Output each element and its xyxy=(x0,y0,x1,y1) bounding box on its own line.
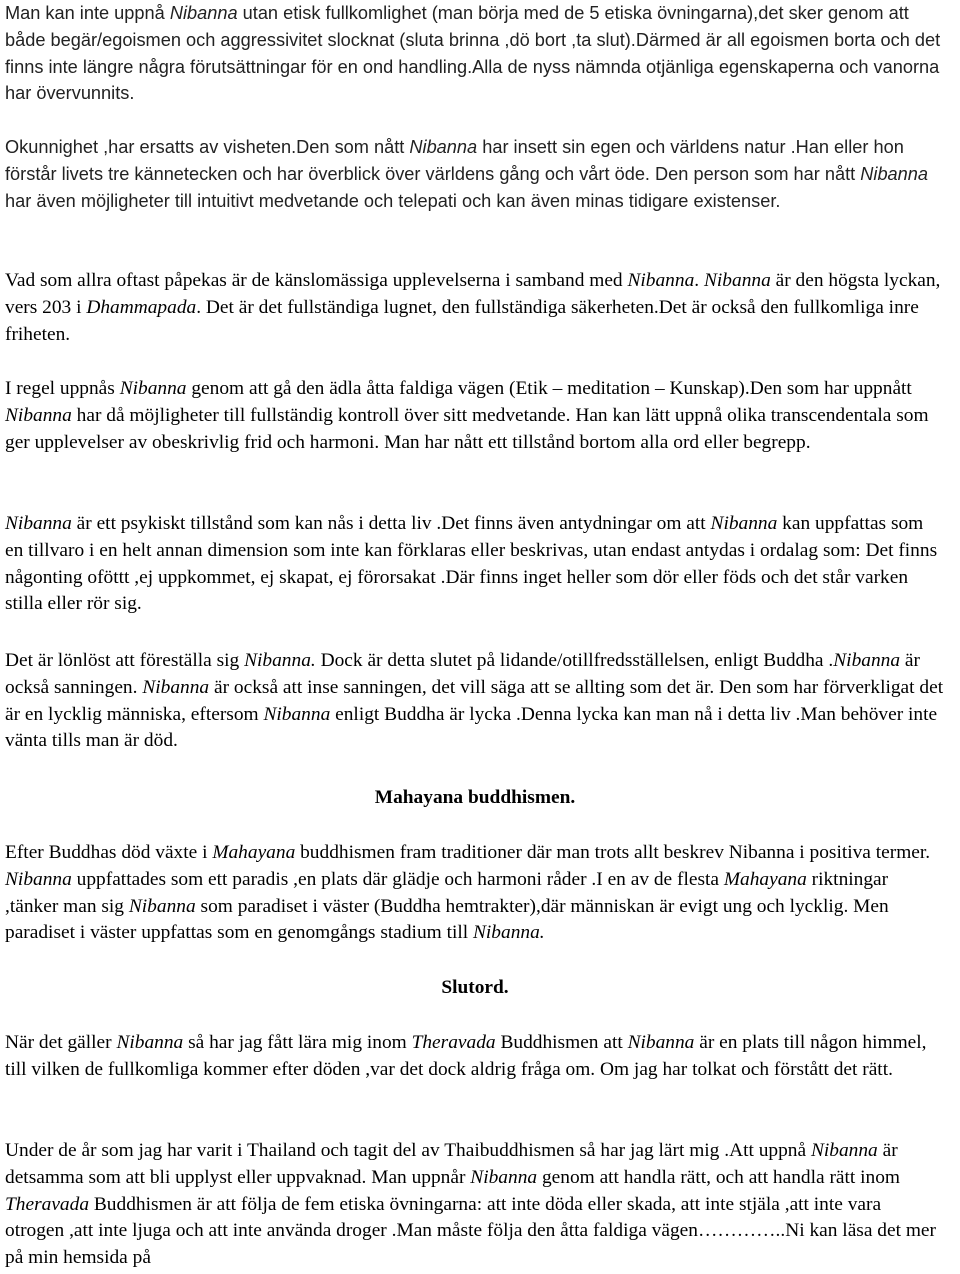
text-run: kan uppfattas som en tillvaro i en helt annan dimension som inte kan förklaras eller beskrivas, utan endast antydas i ordalag som: Det finns någonting oföttt ,ej uppkommet, ej skapat, ej förorsakat .Där finns inget heller som dör eller föds och det står varken stilla eller rör sig. xyxy=(5,513,938,615)
bold-text: Slutord. xyxy=(441,977,509,998)
text-run: är ett psykiskt tillstånd som kan nås i detta liv .Det finns även antydningar om att xyxy=(71,513,711,534)
emphasis-text: Nibanna xyxy=(860,163,929,184)
emphasis-text: Theravada xyxy=(5,1193,90,1215)
text-run: Man kan inte uppnå xyxy=(5,3,170,23)
emphasis-text: Nibanna xyxy=(119,378,187,399)
emphasis-text: Dhammapada xyxy=(86,296,197,318)
emphasis-text: Mahayana xyxy=(374,787,464,808)
text-run: Buddhismen att xyxy=(495,1032,628,1053)
text-run: som paradiset i väster (Buddha hemtrakter),där människan är evigt ung och lycklig. Men paradiset i väster uppfattas som en genomgångs stadium till xyxy=(5,895,889,944)
paragraph-futile-imagining xyxy=(5,648,945,755)
text-run: Det är lönlöst att föreställa sig xyxy=(5,650,245,671)
text-run: Dock är detta slutet på lidande/otillfredsställelsen, enligt Buddha . xyxy=(315,650,834,671)
paragraph-nibanna-ethics xyxy=(5,0,945,107)
text-run: Okunnighet ,har ersatts av visheten.Den som nått xyxy=(5,137,410,157)
emphasis-text: Mahayana xyxy=(723,868,807,890)
text-run: riktningar ,tänker man sig xyxy=(5,868,889,917)
emphasis-text: Nibanna xyxy=(470,1166,538,1188)
text-run: buddhismen fram traditioner där man trots allt beskrev Nibanna i positiva termer. xyxy=(295,842,931,863)
text-run: Buddhismen är att följa de fem etiska övningarna: att inte döda eller skada, att inte stjäla ,att inte vara otrogen ,att inte ljuga och att inte använda droger .Man måste följa den åtta faldiga vägen…………..Ni kan läsa det mer på min hemsida på xyxy=(5,1193,936,1269)
paragraph-eightfold-path xyxy=(5,376,945,456)
text-run: är den högsta lyckan, vers 203 i xyxy=(5,270,941,318)
text-run: så har jag fått lära mig inom xyxy=(183,1032,412,1053)
emphasis-text: Nibanna xyxy=(263,703,331,725)
emphasis-text: Theravada xyxy=(411,1032,496,1053)
text-run: har då möjligheter till fullständig kontroll över sitt medvetande. Han kan lätt uppnå olika transcendentala som ger upplevelser av obeskrivlig frid och harmoni. Man har nått ett tillstånd bortom alla ord eller begrepp. xyxy=(5,404,929,453)
text-run: . Det är det fullständiga lugnet, den fullständiga säkerheten.Det är också den fullkomliga inre friheten. xyxy=(5,296,919,345)
emphasis-text: Nibanna xyxy=(169,3,238,23)
emphasis-text: Nibanna xyxy=(5,513,72,534)
bold-text: buddhismen. xyxy=(463,787,576,808)
paragraph-theravada xyxy=(5,1030,945,1084)
text-run: genom att gå den ädla åtta faldiga vägen (Etik – meditation – Kunskap).Den som har uppnått xyxy=(186,378,912,399)
text-run: I regel uppnås xyxy=(5,378,120,399)
heading-slutord xyxy=(5,975,945,1002)
emphasis-text: Nibanna xyxy=(116,1032,184,1053)
text-run: är också att inse sanningen, det vill säga att se allting som det är. Den som har förverkligat det är en lycklig människa, eftersom xyxy=(5,676,944,725)
text-run: . xyxy=(694,270,704,291)
emphasis-text: Nibanna xyxy=(627,270,695,291)
paragraph-thailand xyxy=(5,1138,945,1272)
emphasis-text: Nibanna xyxy=(5,868,72,890)
emphasis-text: Nibanna xyxy=(810,1140,878,1161)
paragraph-mahayana xyxy=(5,840,945,947)
emphasis-text: Nibanna. xyxy=(472,922,545,944)
paragraph-wisdom xyxy=(5,134,945,214)
emphasis-text: Nibanna xyxy=(703,270,771,291)
text-run: har även möjligheter till intuitivt medvetande och telepati och kan även minas tidigare existenser. xyxy=(5,190,781,211)
text-run: har insett sin egen och världens natur .Han eller hon förstår livets tre kännetecken och har överblick över världens gång och vårt öde. Den person som har nått xyxy=(5,137,904,184)
emphasis-text: Nibanna xyxy=(5,404,72,426)
heading-mahayana xyxy=(5,785,945,812)
text-run: genom att handla rätt, och att handla rätt inom xyxy=(537,1166,901,1188)
paragraph-psychic-state xyxy=(5,511,945,618)
text-run: är också sanningen. xyxy=(5,650,920,698)
emphasis-text: Nibanna xyxy=(710,513,778,534)
text-run: uppfattades som ett paradis ,en plats där glädje och harmoni råder .I en av de flesta xyxy=(71,868,724,890)
text-run: enligt Buddha är lycka .Denna lycka kan man nå i detta liv .Man behöver inte vänta tills man är död. xyxy=(5,703,938,752)
text-run: Efter Buddhas död växte i xyxy=(5,842,213,863)
text-run: är en plats till någon himmel, till vilken de fullkomliga kommer efter döden ,var det dock aldrig fråga om. Om jag har tolkat och förstått det rätt. xyxy=(5,1032,927,1080)
text-run: Vad som allra oftast påpekas är de känslomässiga upplevelserna i samband med xyxy=(5,270,628,291)
text-run: utan etisk fullkomlighet (man börja med de 5 etiska övningarna),det sker genom att både begär/egoismen och aggressivitet slocknat (sluta brinna ,dö bort ,ta slut).Därmed är all egoismen borta och det finns inte längre några förutsättningar för en ond handling.Alla de nyss nämnda otjänliga egenskaperna och vanorna har övervunnits. xyxy=(5,3,941,104)
emphasis-text: Nibanna xyxy=(627,1032,695,1053)
text-run: När det gäller xyxy=(5,1032,117,1053)
emphasis-text: Nibanna xyxy=(142,676,210,698)
text-run: Under de år som jag har varit i Thailand och tagit del av Thaibuddhismen så har jag lärt mig .Att uppnå xyxy=(5,1140,811,1161)
emphasis-text: Nibanna xyxy=(409,137,478,157)
text-run: är detsamma som att bli upplyst eller uppvaknad. Man uppnår xyxy=(5,1140,898,1188)
emphasis-text: Nibanna. xyxy=(244,650,316,671)
emphasis-text: Nibanna xyxy=(833,650,901,671)
paragraph-emotional-experiences xyxy=(5,268,945,348)
emphasis-text: Mahayana xyxy=(212,842,296,863)
emphasis-text: Nibanna xyxy=(128,895,196,917)
